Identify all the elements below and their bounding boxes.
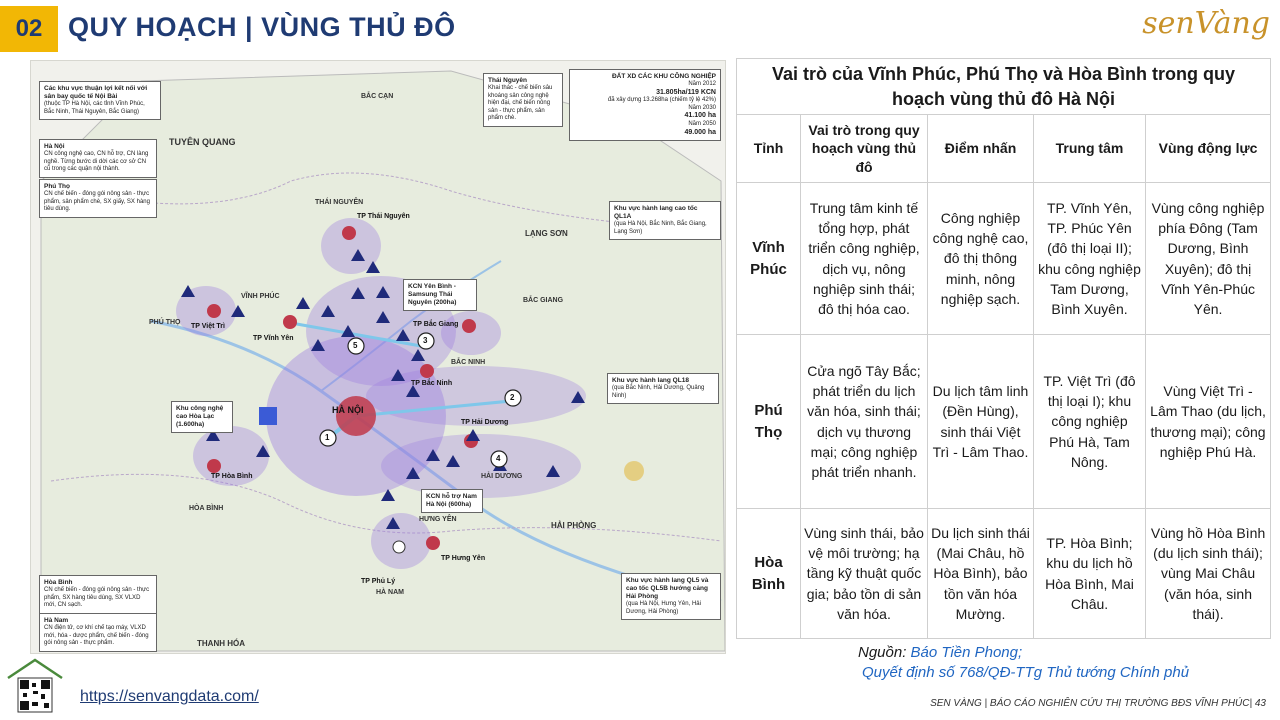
source-decision: Quyết định số 768/QĐ-TTg Thủ tướng Chính phủ xyxy=(862,664,1190,681)
note-hanam xyxy=(39,613,157,652)
region-hai-duong: HẢI DƯƠNG xyxy=(481,473,523,480)
note-ql18 xyxy=(607,373,719,404)
corridor-number-5: 5 xyxy=(353,341,358,350)
brand-logo: senVàng xyxy=(1142,6,1270,41)
highlight-cell: Du lịch sinh thái (Mai Châu, hồ Hòa Bình), bảo tồn văn hóa Mường. xyxy=(928,509,1034,639)
region-vinh-phuc: VĨNH PHÚC xyxy=(241,293,280,300)
city-bac-ninh xyxy=(420,364,434,378)
note-phutho-body: CN chế biến - đóng gói nông sản - thực phẩm, sản phẩm chè, SX giấy, SX hàng tiêu dùng. xyxy=(44,191,150,213)
note-thainguyen xyxy=(483,73,563,127)
region-phu-tho: PHÚ THỌ xyxy=(149,319,181,326)
port-marker xyxy=(624,461,644,481)
note-ql18-title: Khu vực hành lang QL18 xyxy=(612,377,689,384)
region-bac-ninh: BẮC NINH xyxy=(451,359,486,366)
corridor-number-3: 3 xyxy=(423,336,428,345)
highlight-cell: Du lịch tâm linh (Đền Hùng), sinh thái Việt Trì - Lâm Thao. xyxy=(928,335,1034,509)
hoa-lac-hitech-marker xyxy=(259,407,277,425)
city-label-bac-ninh: TP Bắc Ninh xyxy=(411,380,453,387)
note-hanoi-title: Hà Nội xyxy=(44,143,65,150)
table-title: Vai trò của Vĩnh Phúc, Phú Thọ và Hòa Bình trong quy hoạch vùng thủ đô Hà Nội xyxy=(737,59,1271,115)
center-cell: TP. Hòa Bình; khu du lịch hồ Hòa Bình, Mai Châu. xyxy=(1034,509,1146,639)
corridor-number-4: 4 xyxy=(496,454,501,463)
source-prefix: Nguồn: xyxy=(858,644,911,661)
city-label-thai-nguyen: TP Thái Nguyên xyxy=(357,213,410,220)
note-yenbinh-title: KCN Yên Bình - Samsung Thái Nguyên (200ha) xyxy=(408,283,457,307)
zone-cell: Vùng công nghiệp phía Đông (Tam Dương, Bình Xuyên); đô thị Vĩnh Yên-Phúc Yên. xyxy=(1146,183,1271,335)
region-hoa-binh: HÒA BÌNH xyxy=(189,505,224,512)
note-ql5-title: Khu vực hành lang QL5 và cao tốc QL5B hướng cảng Hải Phòng xyxy=(626,577,709,601)
note-hoabinh xyxy=(39,575,157,614)
city-hung-yen xyxy=(426,536,440,550)
table-row xyxy=(737,335,1271,509)
city-label-bac-giang: TP Bắc Giang xyxy=(413,321,459,328)
region-bac-can: BẮC CẠN xyxy=(361,93,394,100)
zone-bac-giang xyxy=(441,311,501,355)
note-ktz-2050: Năm 2050 xyxy=(688,121,716,128)
center-cell: TP. Việt Trì (đô thị loại I); khu công nghiệp Phú Hà, Tam Nông. xyxy=(1034,335,1146,509)
city-ha-noi xyxy=(336,396,376,436)
note-hoabinh-body: CN chế biến - đóng gói nông sản - thực phẩm, SX hàng tiêu dùng, SX VLXD mới, CN sạch. xyxy=(44,587,150,609)
note-ql5 xyxy=(621,573,721,620)
city-hoa-binh xyxy=(207,459,221,473)
region-ha-nam: HÀ NAM xyxy=(376,589,404,596)
website-link[interactable]: https://senvangdata.com/ xyxy=(80,688,259,705)
note-yenbinh xyxy=(403,279,477,311)
header-province: Tỉnh xyxy=(737,115,801,183)
corridor-number-2: 2 xyxy=(510,393,515,402)
city-thai-nguyen xyxy=(342,226,356,240)
note-thainguyen-title: Thái Nguyên xyxy=(488,77,528,84)
note-airport xyxy=(39,81,161,120)
city-viet-tri xyxy=(207,304,221,318)
note-hoalac-title: Khu công nghệ cao Hòa Lạc (1.600ha) xyxy=(176,405,224,429)
table-header-row xyxy=(737,115,1271,183)
note-ql1a-title: Khu vực hành lang cao tốc QL1A xyxy=(614,205,698,221)
note-thainguyen-body: Khai thác - chế biến sâu khoáng sản công nghệ hiện đại, chế biến nông sản - thực phẩm, sản phẩm chè. xyxy=(488,85,553,122)
note-ql18-body: (qua Bắc Ninh, Hải Dương, Quảng Ninh) xyxy=(612,385,705,399)
note-industrial-land xyxy=(569,69,721,141)
note-ktz-2012: Năm 2012 xyxy=(688,81,716,88)
city-label-hai-duong: TP Hải Dương xyxy=(461,419,509,426)
role-cell: Cửa ngõ Tây Bắc; phát triển du lịch văn hóa, sinh thái; dịch vụ thương mại; công nghiệp phát triển nhanh. xyxy=(801,335,928,509)
qr-code-icon xyxy=(6,656,64,714)
role-cell: Vùng sinh thái, bảo vệ môi trường; hạ tầng kỹ thuật quốc gia; bảo tồn di sản văn hóa. xyxy=(801,509,928,639)
region-thai-nguyen: THÁI NGUYÊN xyxy=(315,199,364,206)
note-airport-body: (thuộc TP Hà Nội, các tỉnh Vĩnh Phúc, Bắc Ninh, Thái Nguyên, Bắc Giang) xyxy=(44,101,145,115)
note-ql1a-body: (qua Hà Nội, Bắc Ninh, Bắc Giang, Lạng Sơn) xyxy=(614,221,707,235)
note-hoalac xyxy=(171,401,233,433)
note-ktz-2012-value: 31.805ha/119 KCN xyxy=(656,88,716,96)
source-line-1 xyxy=(858,644,1022,661)
province-cell: Phú Thọ xyxy=(737,335,801,509)
note-ktz-built: đã xây dựng 13.268ha (chiếm tỷ lệ 42%) xyxy=(607,97,716,104)
region-hai-phong: HẢI PHÒNG xyxy=(551,521,597,530)
role-table xyxy=(736,58,1271,639)
city-label-vinh-yen: TP Vĩnh Yên xyxy=(253,335,294,342)
header-center: Trung tâm xyxy=(1034,115,1146,183)
page-title: QUY HOẠCH | VÙNG THỦ ĐÔ xyxy=(68,12,456,42)
city-label-hoa-binh: TP Hòa Bình xyxy=(211,473,253,480)
table-row xyxy=(737,183,1271,335)
header-highlight: Điểm nhấn xyxy=(928,115,1034,183)
zone-cell: Vùng Việt Trì - Lâm Thao (du lịch, thương mại); công nghiệp Phú Hà. xyxy=(1146,335,1271,509)
header-zone: Vùng động lực xyxy=(1146,115,1271,183)
note-hoabinh-title: Hòa Bình xyxy=(44,579,73,586)
note-airport-title: Các khu vực thuận lợi kết nối với sân bay quốc tế Nội Bài xyxy=(44,85,148,101)
city-label-ha-noi: HÀ NỘI xyxy=(332,405,364,415)
table-row xyxy=(737,509,1271,639)
note-ktz-title: ĐẤT XD CÁC KHU CÔNG NGHIỆP xyxy=(611,73,716,80)
zone-cell: Vùng hồ Hòa Bình (du lịch sinh thái); vùng Mai Châu (văn hóa, sinh thái). xyxy=(1146,509,1271,639)
source-newspaper: Báo Tiền Phong; xyxy=(910,644,1023,661)
province-cell: Vĩnh Phúc xyxy=(737,183,801,335)
note-hanoi xyxy=(39,139,157,178)
region-hung-yen: HƯNG YÊN xyxy=(419,516,457,523)
note-phutho xyxy=(39,179,157,218)
note-ktz-2050-value: 49.000 ha xyxy=(684,128,716,136)
province-cell: Hòa Bình xyxy=(737,509,801,639)
section-number: 02 xyxy=(0,6,58,52)
region-thanh-hoa: THANH HÓA xyxy=(197,639,245,648)
corridor-number-1: 1 xyxy=(325,433,330,442)
region-tuyen-quang: TUYÊN QUANG xyxy=(169,137,236,147)
footer-text: SEN VÀNG | BÁO CÁO NGHIÊN CỨU THỊ TRƯỜNG BĐS VĨNH PHÚC| 43 xyxy=(930,698,1266,709)
center-cell: TP. Vĩnh Yên, TP. Phúc Yên (đô thị loại II); khu công nghiệp Tam Dương, Bình Xuyên. xyxy=(1034,183,1146,335)
highlight-cell: Công nghiệp công nghệ cao, đô thị thông minh, nông nghiệp sạch. xyxy=(928,183,1034,335)
city-label-phu-ly: TP Phủ Lý xyxy=(361,578,396,585)
region-bac-giang: BẮC GIANG xyxy=(523,297,564,304)
note-south-hanoi xyxy=(421,489,483,513)
note-hanam-title: Hà Nam xyxy=(44,617,69,624)
note-ktz-2030: Năm 2030 xyxy=(688,104,716,111)
header-role: Vai trò trong quy hoạch vùng thủ đô xyxy=(801,115,928,183)
note-hanam-body: CN điện tử, cơ khí chế tạo máy, VLXD mới, hóa - dược phẩm, chế biến - đóng gói nông sản - thực phẩm. xyxy=(44,625,149,647)
city-bac-giang xyxy=(462,319,476,333)
note-ql5-body: (qua Hà Nội, Hưng Yên, Hải Dương, Hải Phòng) xyxy=(626,601,701,615)
note-ql1a xyxy=(609,201,721,240)
city-label-viet-tri: TP Việt Trì xyxy=(191,323,225,330)
city-phu-ly xyxy=(393,541,405,553)
city-vinh-yen xyxy=(283,315,297,329)
region-lang-son: LẠNG SƠN xyxy=(525,229,568,238)
capital-region-map xyxy=(30,60,726,654)
role-cell: Trung tâm kinh tế tổng hợp, phát triển công nghiệp, dịch vụ, nông nghiệp sinh thái; đô thị hóa cao. xyxy=(801,183,928,335)
note-ktz-2030-value: 41.100 ha xyxy=(684,112,716,120)
note-hanoi-body: CN công nghệ cao, CN hỗ trợ, CN làng nghề. Từng bước di dời các cơ sở CN cũ trong các quận nội thành. xyxy=(44,151,149,173)
city-label-hung-yen: TP Hưng Yên xyxy=(441,555,486,562)
note-south-hanoi-title: KCN hỗ trợ Nam Hà Nội (600ha) xyxy=(426,493,477,509)
note-phutho-title: Phú Thọ xyxy=(44,183,70,190)
